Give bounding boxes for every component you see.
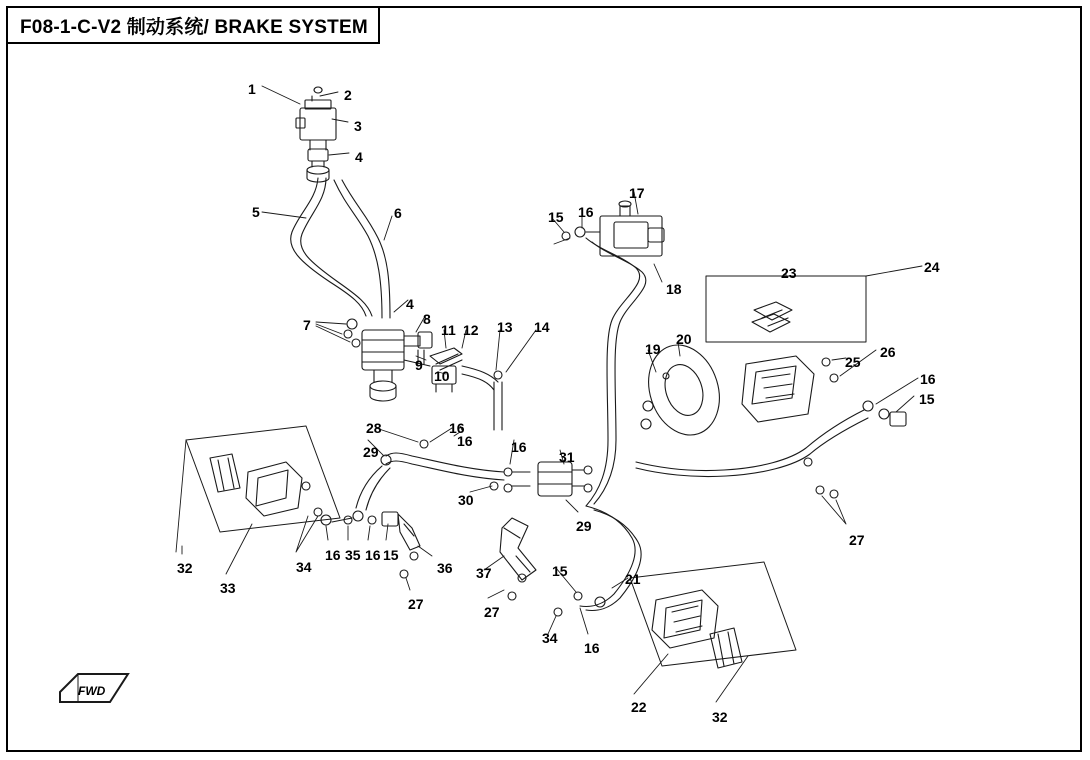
sheet-title-box <box>6 6 380 44</box>
part-callout-25: 25 <box>845 354 861 370</box>
part-callout-30: 30 <box>458 492 474 508</box>
part-callout-32: 32 <box>177 560 193 576</box>
part-callout-16: 16 <box>449 420 465 436</box>
part-callout-15: 15 <box>548 209 564 225</box>
part-callout-19: 19 <box>645 341 661 357</box>
part-callout-6: 6 <box>394 205 402 221</box>
part-callout-10: 10 <box>434 368 450 384</box>
part-callout-5: 5 <box>252 204 260 220</box>
part-callout-37: 37 <box>476 565 492 581</box>
part-callout-9: 9 <box>415 357 423 373</box>
part-callout-4: 4 <box>406 296 414 312</box>
part-callout-13: 13 <box>497 319 513 335</box>
part-callout-26: 26 <box>880 344 896 360</box>
part-callout-28: 28 <box>366 420 382 436</box>
part-callout-15: 15 <box>383 547 399 563</box>
part-callout-27: 27 <box>484 604 500 620</box>
part-callout-4: 4 <box>355 149 363 165</box>
part-callout-16: 16 <box>584 640 600 656</box>
part-callout-16: 16 <box>365 547 381 563</box>
part-callout-34: 34 <box>542 630 558 646</box>
part-callout-18: 18 <box>666 281 682 297</box>
part-callout-16: 16 <box>920 371 936 387</box>
part-callout-22: 22 <box>631 699 647 715</box>
part-callout-11: 11 <box>441 322 456 338</box>
part-callout-27: 27 <box>408 596 424 612</box>
part-callout-27: 27 <box>849 532 865 548</box>
part-callout-12: 12 <box>463 322 479 338</box>
part-callout-31: 31 <box>559 449 575 465</box>
page-title: F08-1-C-V2 制动系统/ BRAKE SYSTEM <box>20 16 368 38</box>
part-callout-15: 15 <box>919 391 935 407</box>
part-callout-21: 21 <box>625 571 641 587</box>
part-callout-17: 17 <box>629 185 645 201</box>
part-callout-33: 33 <box>220 580 236 596</box>
part-callout-16: 16 <box>578 204 594 220</box>
part-callout-3: 3 <box>354 118 362 134</box>
part-callout-16: 16 <box>457 433 473 449</box>
part-callout-23: 23 <box>781 265 797 281</box>
part-callout-35: 35 <box>345 547 361 563</box>
part-callout-8: 8 <box>423 311 431 327</box>
part-callout-7: 7 <box>303 317 311 333</box>
part-callout-32: 32 <box>712 709 728 725</box>
fwd-label: FWD <box>78 684 106 698</box>
part-callout-36: 36 <box>437 560 453 576</box>
part-callout-34: 34 <box>296 559 312 575</box>
part-callout-16: 16 <box>511 439 527 455</box>
part-callout-29: 29 <box>576 518 592 534</box>
part-callout-2: 2 <box>344 87 352 103</box>
part-callout-16: 16 <box>325 547 341 563</box>
part-callout-24: 24 <box>924 259 940 275</box>
part-callout-1: 1 <box>248 81 256 97</box>
part-callout-15: 15 <box>552 563 568 579</box>
part-callout-14: 14 <box>534 319 550 335</box>
part-callout-29: 29 <box>363 444 379 460</box>
part-callout-20: 20 <box>676 331 692 347</box>
